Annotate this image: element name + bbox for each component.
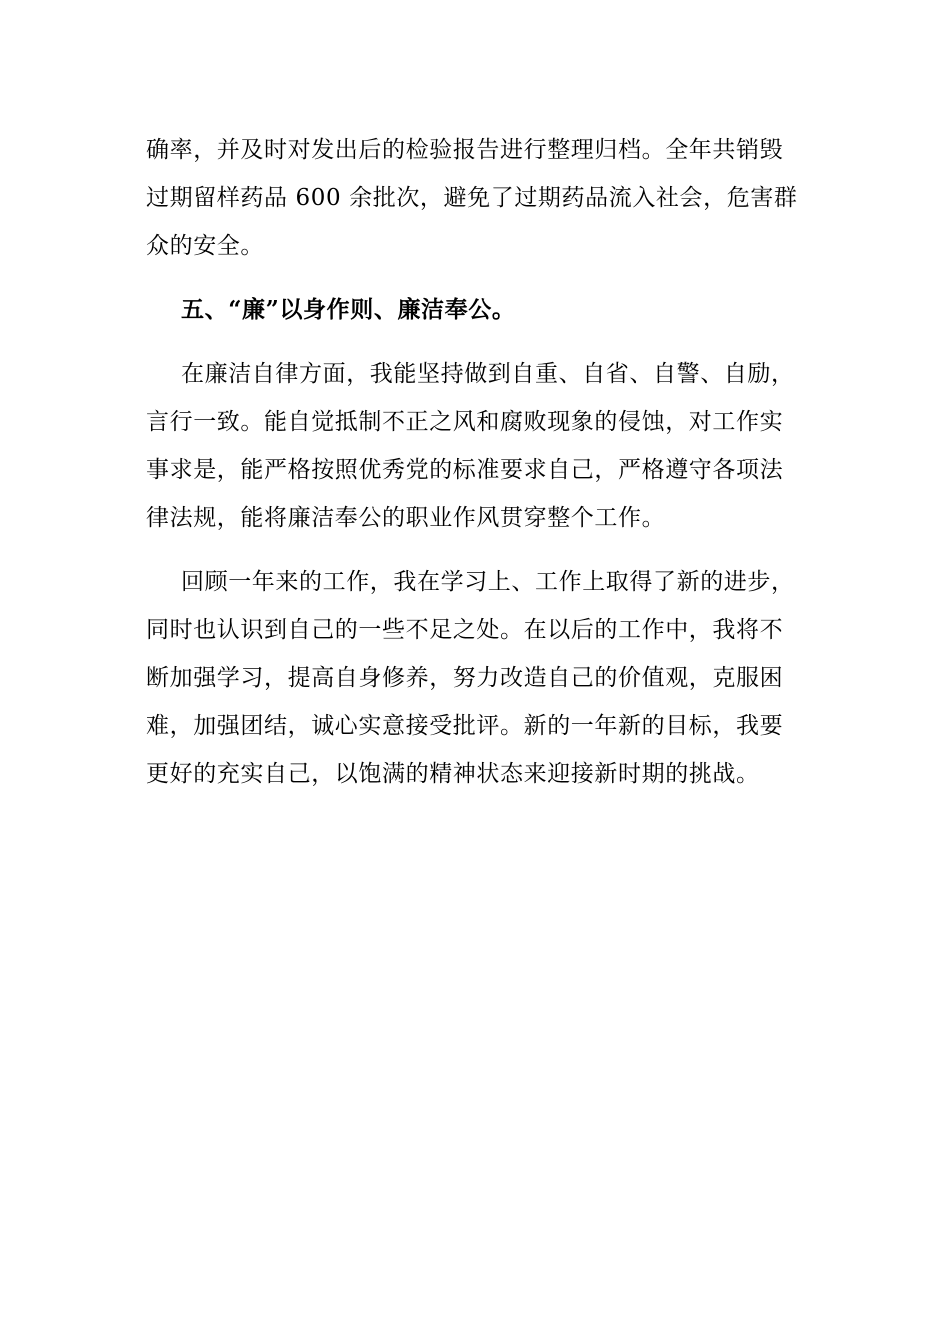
section-heading: 五、“廉”以身作则、廉洁奉公。 — [181, 296, 516, 323]
paragraph-summary: 回顾一年来的工作，我在学习上、工作上取得了新的进步，同时也认识到自己的一些不足之处。在以后的工作中，我将不断加强学习，提高自身修养，努力改造自己的价值观，克服困难，加强团结，诚心实意接受批评。新的一年新的目标，我要更好的充实自己，以饱满的精神状态来迎接新时期的挑战。 — [146, 569, 795, 787]
document-body — [146, 126, 806, 798]
paragraph-continuation: 确率，并及时对发出后的检验报告进行整理归档。全年共销毁过期留样药品 600 余批次，避免了过期药品流入社会，危害群众的安全。 — [146, 137, 798, 259]
paragraph-integrity: 在廉洁自律方面，我能坚持做到自重、自省、自警、自励，言行一致。能自觉抵制不正之风和腐败现象的侵蚀，对工作实事求是，能严格按照优秀党的标准要求自己，严格遵守各项法律法规，能将廉洁奉公的职业作风贯穿整个工作。 — [146, 361, 795, 531]
